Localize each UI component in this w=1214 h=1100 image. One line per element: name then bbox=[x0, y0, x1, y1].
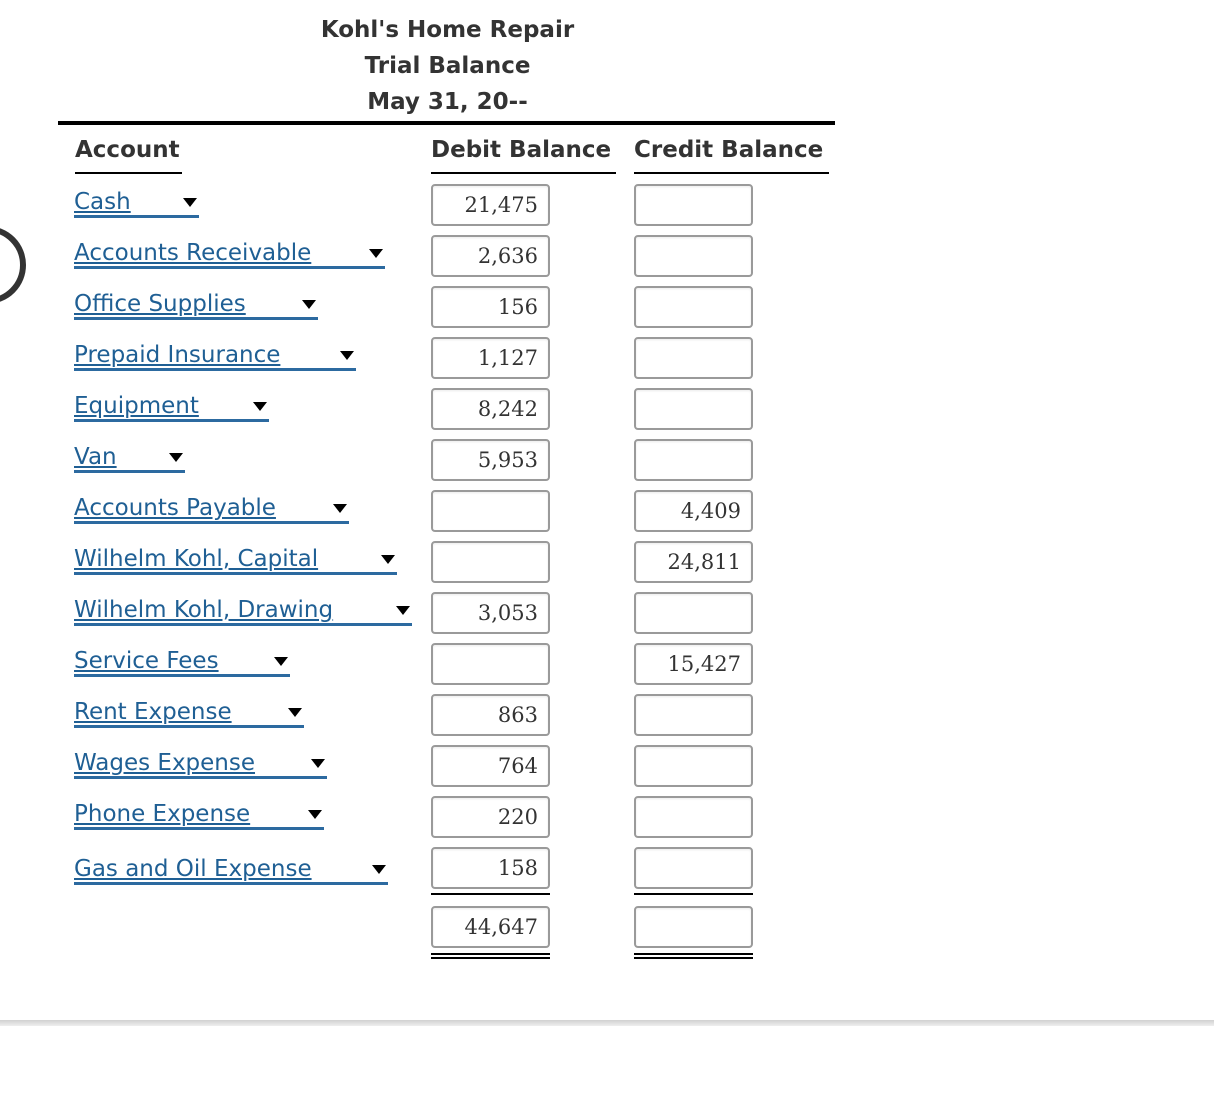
account-dropdown[interactable] bbox=[74, 800, 324, 830]
chevron-down-icon bbox=[288, 708, 302, 717]
chevron-down-icon bbox=[369, 249, 383, 258]
account-dropdown[interactable] bbox=[74, 698, 304, 728]
table-row bbox=[0, 235, 900, 281]
account-dropdown-label: Phone Expense bbox=[74, 801, 251, 827]
credit-input[interactable] bbox=[634, 592, 753, 634]
totals-row bbox=[0, 906, 900, 952]
account-dropdown-label: Wilhelm Kohl, Drawing bbox=[74, 597, 334, 623]
debit-input[interactable]: 8,242 bbox=[431, 388, 550, 430]
account-dropdown[interactable] bbox=[74, 855, 388, 885]
debit-input[interactable]: 863 bbox=[431, 694, 550, 736]
account-dropdown-label: Rent Expense bbox=[74, 699, 232, 725]
credit-input[interactable] bbox=[634, 745, 753, 787]
chevron-down-icon bbox=[253, 402, 267, 411]
credit-input[interactable] bbox=[634, 184, 753, 226]
debit-input[interactable] bbox=[431, 490, 550, 532]
table-row bbox=[0, 694, 900, 740]
header-rule bbox=[58, 121, 835, 125]
chevron-down-icon bbox=[183, 198, 197, 207]
credit-input[interactable] bbox=[634, 286, 753, 328]
table-row bbox=[0, 592, 900, 638]
debit-input[interactable]: 764 bbox=[431, 745, 550, 787]
credit-input[interactable] bbox=[634, 847, 753, 889]
table-row bbox=[0, 439, 900, 485]
debit-input[interactable]: 220 bbox=[431, 796, 550, 838]
debit-input[interactable]: 156 bbox=[431, 286, 550, 328]
account-dropdown-label: Office Supplies bbox=[74, 291, 246, 317]
credit-input[interactable]: 24,811 bbox=[634, 541, 753, 583]
credit-input[interactable] bbox=[634, 235, 753, 277]
account-dropdown[interactable] bbox=[74, 494, 349, 524]
chevron-down-icon bbox=[311, 759, 325, 768]
debit-total-single-rule bbox=[431, 893, 550, 895]
credit-input[interactable] bbox=[634, 694, 753, 736]
debit-input[interactable]: 1,127 bbox=[431, 337, 550, 379]
chevron-down-icon bbox=[333, 504, 347, 513]
account-dropdown-label: Van bbox=[74, 444, 117, 470]
statement-date: May 31, 20-- bbox=[367, 89, 528, 115]
account-dropdown[interactable] bbox=[74, 443, 185, 473]
table-row bbox=[0, 643, 900, 689]
debit-header-underline bbox=[431, 172, 616, 174]
credit-input[interactable] bbox=[634, 796, 753, 838]
account-header-underline bbox=[75, 172, 182, 174]
credit-input[interactable] bbox=[634, 439, 753, 481]
debit-input[interactable]: 2,636 bbox=[431, 235, 550, 277]
account-dropdown[interactable] bbox=[74, 392, 269, 422]
account-dropdown-label: Gas and Oil Expense bbox=[74, 856, 312, 882]
table-row bbox=[0, 286, 900, 332]
credit-input[interactable] bbox=[634, 337, 753, 379]
debit-input[interactable] bbox=[431, 541, 550, 583]
chevron-down-icon bbox=[302, 300, 316, 309]
chevron-down-icon bbox=[396, 606, 410, 615]
account-dropdown-label: Wilhelm Kohl, Capital bbox=[74, 546, 319, 572]
debit-total-input[interactable]: 44,647 bbox=[431, 906, 550, 948]
account-dropdown[interactable] bbox=[74, 596, 412, 626]
credit-column-header: Credit Balance bbox=[634, 137, 824, 163]
company-name: Kohl's Home Repair bbox=[320, 17, 575, 43]
chevron-down-icon bbox=[372, 865, 386, 874]
chevron-down-icon bbox=[308, 810, 322, 819]
chevron-down-icon bbox=[169, 453, 183, 462]
account-dropdown-label: Accounts Receivable bbox=[74, 240, 312, 266]
table-row bbox=[0, 541, 900, 587]
table-row bbox=[0, 337, 900, 383]
footer-divider bbox=[0, 1020, 1214, 1026]
account-dropdown-label: Wages Expense bbox=[74, 750, 256, 776]
table-row bbox=[0, 388, 900, 434]
debit-total-double-rule bbox=[431, 953, 550, 959]
credit-input[interactable] bbox=[634, 388, 753, 430]
account-dropdown-label: Prepaid Insurance bbox=[74, 342, 281, 368]
account-dropdown[interactable] bbox=[74, 341, 356, 371]
table-row bbox=[0, 490, 900, 536]
account-dropdown[interactable] bbox=[74, 545, 397, 575]
table-row bbox=[0, 184, 900, 230]
account-dropdown[interactable] bbox=[74, 647, 290, 677]
account-dropdown[interactable] bbox=[74, 239, 385, 269]
account-dropdown-label: Cash bbox=[74, 189, 131, 215]
credit-input[interactable]: 15,427 bbox=[634, 643, 753, 685]
chevron-down-icon bbox=[381, 555, 395, 564]
credit-total-single-rule bbox=[634, 893, 753, 895]
account-dropdown[interactable] bbox=[74, 749, 327, 779]
statement-title: Trial Balance bbox=[364, 53, 531, 79]
chevron-down-icon bbox=[274, 657, 288, 666]
account-dropdown-label: Accounts Payable bbox=[74, 495, 276, 521]
debit-input[interactable] bbox=[431, 643, 550, 685]
table-row bbox=[0, 796, 900, 842]
credit-header-underline bbox=[634, 172, 829, 174]
debit-input[interactable]: 5,953 bbox=[431, 439, 550, 481]
account-dropdown[interactable] bbox=[74, 188, 199, 218]
credit-total-double-rule bbox=[634, 953, 753, 959]
debit-input[interactable]: 3,053 bbox=[431, 592, 550, 634]
table-row bbox=[0, 745, 900, 791]
debit-input[interactable]: 158 bbox=[431, 847, 550, 889]
chevron-down-icon bbox=[340, 351, 354, 360]
credit-total-input[interactable] bbox=[634, 906, 753, 948]
debit-input[interactable]: 21,475 bbox=[431, 184, 550, 226]
table-row bbox=[0, 847, 900, 893]
account-dropdown-label: Service Fees bbox=[74, 648, 219, 674]
account-dropdown[interactable] bbox=[74, 290, 318, 320]
account-dropdown-label: Equipment bbox=[74, 393, 199, 419]
credit-input[interactable]: 4,409 bbox=[634, 490, 753, 532]
account-column-header: Account bbox=[75, 137, 180, 163]
debit-column-header: Debit Balance bbox=[431, 137, 612, 163]
